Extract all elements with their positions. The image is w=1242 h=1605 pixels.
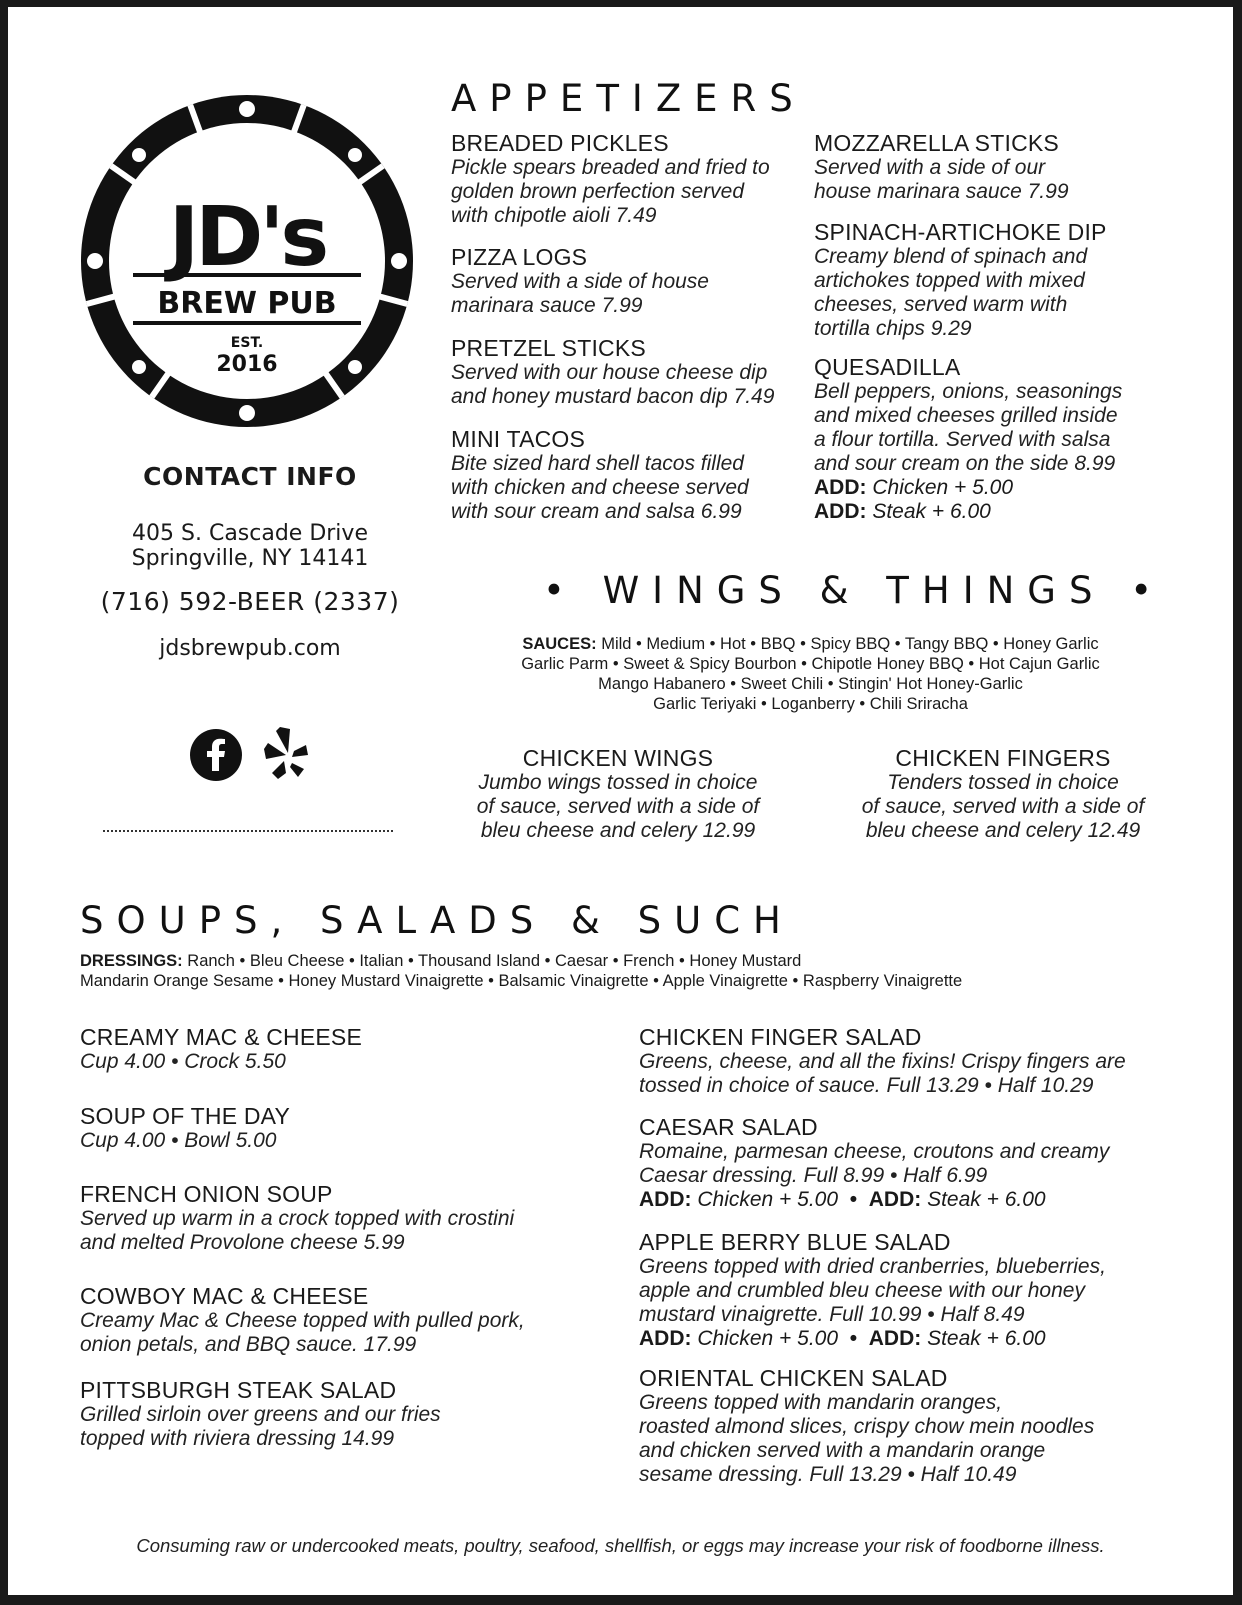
menu-item xyxy=(639,1229,1199,1351)
item-name: FRENCH ONION SOUP xyxy=(80,1181,333,1207)
item-desc-line: bleu cheese and celery 12.49 xyxy=(865,819,1141,842)
menu-item xyxy=(639,1365,1199,1487)
contact-title: CONTACT INFO xyxy=(143,462,357,491)
phone-number[interactable]: (716) 592-BEER (2337) xyxy=(100,587,400,616)
dressings-list xyxy=(80,951,1180,991)
soups-title: SOUPS, SALADS & SUCH xyxy=(80,899,794,942)
item-desc-line: and mixed cheeses grilled inside xyxy=(814,404,1118,427)
menu-item xyxy=(463,745,773,843)
item-desc-line: Served with a side of our xyxy=(814,156,1046,179)
item-desc-line: Cup 4.00 • Bowl 5.00 xyxy=(80,1129,277,1152)
item-desc-line: Greens topped with mandarin oranges, xyxy=(639,1391,1003,1414)
logo-est: EST. xyxy=(230,335,264,351)
item-desc-line: tortilla chips 9.29 xyxy=(814,317,972,340)
menu-item xyxy=(639,1114,1199,1212)
item-name: CHICKEN FINGER SALAD xyxy=(639,1024,922,1050)
item-desc-line: sesame dressing. Full 13.29 • Half 10.49 xyxy=(639,1463,1017,1486)
divider xyxy=(103,830,393,832)
address-line1: 405 S. Cascade Drive xyxy=(132,521,368,546)
facebook-icon[interactable] xyxy=(190,729,242,781)
menu-item xyxy=(451,244,791,318)
item-desc-line: cheeses, served warm with xyxy=(814,293,1068,316)
item-add-line: ADD: Chicken + 5.00 • ADD: Steak + 6.00 xyxy=(639,1327,1046,1350)
logo-name: JD's xyxy=(168,190,326,285)
item-desc-line: Pickle spears breaded and fried to xyxy=(451,156,770,179)
item-desc-line: topped with riviera dressing 14.99 xyxy=(80,1427,395,1450)
dressings-line: Mandarin Orange Sesame • Honey Mustard Vinaigrette • Balsamic Vinaigrette • Apple Vinaigrette • Raspberry Vinaigrette xyxy=(80,972,963,990)
logo-year: 2016 xyxy=(216,352,278,377)
item-desc-line: artichokes topped with mixed xyxy=(814,269,1085,292)
item-desc-line: golden brown perfection served xyxy=(451,180,745,203)
item-desc-line: Served with our house cheese dip xyxy=(451,361,768,384)
item-desc-line: Caesar dressing. Full 8.99 • Half 6.99 xyxy=(639,1164,988,1187)
item-name: BREADED PICKLES xyxy=(451,130,669,156)
menu-item xyxy=(80,1181,600,1255)
item-desc-line: with sour cream and salsa 6.99 xyxy=(451,500,742,523)
item-add-line: ADD: Chicken + 5.00 • ADD: Steak + 6.00 xyxy=(639,1188,1046,1211)
item-desc-line: of sauce, served with a side of xyxy=(476,795,760,818)
item-desc-line: Bell peppers, onions, seasonings xyxy=(814,380,1123,403)
brew-pub-logo xyxy=(81,95,413,427)
item-name: MOZZARELLA STICKS xyxy=(814,130,1059,156)
item-name: CHICKEN WINGS xyxy=(522,745,714,771)
wings-title: • WINGS & THINGS • xyxy=(543,569,1166,612)
item-desc-line: Greens topped with dried cranberries, blueberries, xyxy=(639,1255,1106,1278)
item-name: CREAMY MAC & CHEESE xyxy=(80,1024,362,1050)
item-desc-line: Creamy blend of spinach and xyxy=(814,245,1088,268)
sauces-list xyxy=(448,634,1173,714)
item-name: APPLE BERRY BLUE SALAD xyxy=(639,1229,951,1255)
item-desc-line: tossed in choice of sauce. Full 13.29 • Half 10.29 xyxy=(639,1074,1094,1097)
item-desc-line: apple and crumbled bleu cheese with our honey xyxy=(639,1279,1085,1302)
menu-item xyxy=(814,219,1154,341)
item-add-line: ADD: Steak + 6.00 xyxy=(814,500,991,523)
item-desc-line: and chicken served with a mandarin orange xyxy=(639,1439,1046,1462)
item-desc-line: onion petals, and BBQ sauce. 17.99 xyxy=(80,1333,417,1356)
item-desc-line: roasted almond slices, crispy chow mein noodles xyxy=(639,1415,1095,1438)
appetizers-title: APPETIZERS xyxy=(451,77,806,120)
address-line2: Springville, NY 14141 xyxy=(131,546,369,571)
item-name: PITTSBURGH STEAK SALAD xyxy=(80,1377,397,1403)
website-link[interactable]: jdsbrewpub.com xyxy=(159,636,341,661)
item-desc-line: Served up warm in a crock topped with crostini xyxy=(80,1207,515,1230)
item-desc-line: bleu cheese and celery 12.99 xyxy=(480,819,756,842)
menu-page xyxy=(8,7,1233,1595)
item-name: CHICKEN FINGERS xyxy=(895,745,1111,771)
item-name: MINI TACOS xyxy=(451,426,586,452)
menu-item xyxy=(639,1024,1199,1098)
item-desc-line: Cup 4.00 • Crock 5.50 xyxy=(80,1050,286,1073)
sauces-line: Garlic Parm • Sweet & Spicy Bourbon • Chipotle Honey BBQ • Hot Cajun Garlic xyxy=(521,655,1100,673)
item-desc-line: with chipotle aioli 7.49 xyxy=(451,204,657,227)
item-desc-line: Creamy Mac & Cheese topped with pulled pork, xyxy=(80,1309,525,1332)
dressings-label: DRESSINGS: xyxy=(80,952,183,970)
menu-item xyxy=(80,1103,560,1153)
menu-item xyxy=(451,335,801,409)
item-desc-line: of sauce, served with a side of xyxy=(861,795,1145,818)
menu-item xyxy=(814,130,1154,204)
item-desc-line: Jumbo wings tossed in choice xyxy=(478,771,758,794)
item-name: SOUP OF THE DAY xyxy=(80,1103,291,1129)
item-desc-line: and honey mustard bacon dip 7.49 xyxy=(451,385,775,408)
item-add-line: ADD: Chicken + 5.00 xyxy=(814,476,1014,499)
item-name: CAESAR SALAD xyxy=(639,1114,818,1140)
sauces-line: Garlic Teriyaki • Loganberry • Chili Sriracha xyxy=(653,695,968,713)
item-name: PRETZEL STICKS xyxy=(451,335,646,361)
menu-item xyxy=(451,426,791,524)
item-desc-line: Greens, cheese, and all the fixins! Crispy fingers are xyxy=(639,1050,1126,1073)
logo-subtitle: BREW PUB xyxy=(157,286,337,321)
menu-item xyxy=(80,1024,560,1074)
logo-emblem xyxy=(81,95,413,427)
sauces-line: Mango Habanero • Sweet Chili • Stingin' Hot Honey-Garlic xyxy=(598,675,1023,693)
menu-item xyxy=(814,354,1174,524)
item-desc-line: and melted Provolone cheese 5.99 xyxy=(80,1231,405,1254)
health-disclaimer: Consuming raw or undercooked meats, poultry, seafood, shellfish, or eggs may increase your risk of foodborne illness. xyxy=(136,1535,1105,1556)
item-name: QUESADILLA xyxy=(814,354,961,380)
contact-info xyxy=(90,462,410,661)
item-desc-line: with chicken and cheese served xyxy=(451,476,749,499)
sauces-label: SAUCES: xyxy=(522,635,597,653)
social-links xyxy=(178,717,318,787)
item-name: COWBOY MAC & CHEESE xyxy=(80,1283,369,1309)
menu-item xyxy=(80,1377,600,1451)
menu-item xyxy=(80,1283,600,1357)
sauces-line: SAUCES: Mild • Medium • Hot • BBQ • Spicy BBQ • Tangy BBQ • Honey Garlic xyxy=(522,635,1099,653)
item-desc-line: house marinara sauce 7.99 xyxy=(814,180,1069,203)
item-name: ORIENTAL CHICKEN SALAD xyxy=(639,1365,948,1391)
item-name: PIZZA LOGS xyxy=(451,244,588,270)
menu-item xyxy=(838,745,1168,843)
dressings-line: DRESSINGS: Ranch • Bleu Cheese • Italian • Thousand Island • Caesar • French • Honey Mustard xyxy=(80,952,802,970)
item-desc-line: Bite sized hard shell tacos filled xyxy=(451,452,744,475)
address xyxy=(90,521,410,571)
item-desc-line: a flour tortilla. Served with salsa xyxy=(814,428,1111,451)
item-desc-line: Served with a side of house xyxy=(451,270,709,293)
item-desc-line: marinara sauce 7.99 xyxy=(451,294,643,317)
menu-item xyxy=(451,130,791,228)
item-desc-line: mustard vinaigrette. Full 10.99 • Half 8.49 xyxy=(639,1303,1025,1326)
item-name: SPINACH-ARTICHOKE DIP xyxy=(814,219,1107,245)
item-desc-line: Tenders tossed in choice xyxy=(887,771,1119,794)
yelp-icon[interactable] xyxy=(260,725,312,785)
item-desc-line: Grilled sirloin over greens and our fries xyxy=(80,1403,441,1426)
item-desc-line: Romaine, parmesan cheese, croutons and creamy xyxy=(639,1140,1110,1163)
item-desc-line: and sour cream on the side 8.99 xyxy=(814,452,1116,475)
